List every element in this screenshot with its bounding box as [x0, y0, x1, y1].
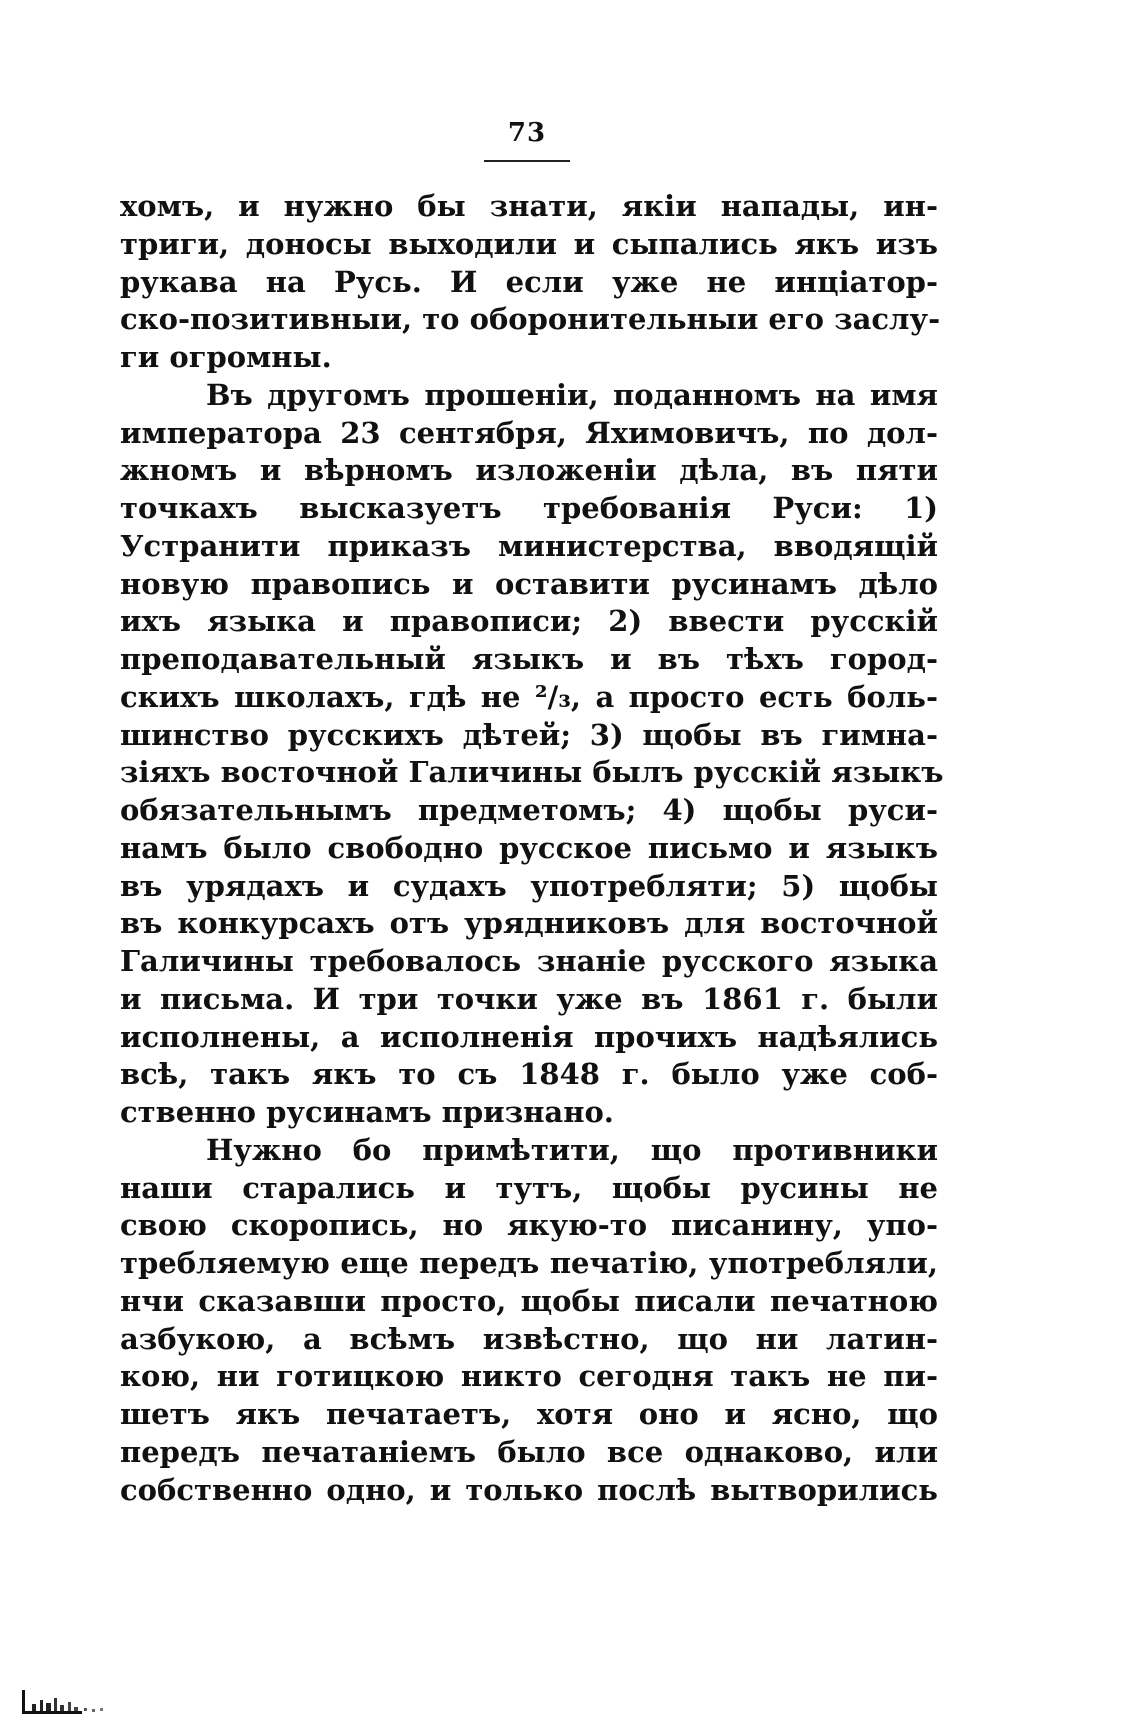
text-line: обязательнымъ предметомъ; 4) щобы руси-	[120, 793, 938, 827]
text-line: нчи сказавши просто, щобы писали печатною	[120, 1283, 938, 1318]
text-line: новую правопись и оставити русинамъ дѣло	[120, 566, 938, 601]
text-line: ственно русинамъ признано.	[120, 1095, 614, 1129]
text-line: преподавательный языкъ и въ тѣхъ город-	[120, 642, 938, 676]
scan-artifact	[18, 1690, 108, 1716]
text-line: кою, ни готицкою никто сегодня такъ не пи-	[120, 1359, 938, 1394]
text-line: наши старались и тутъ, щобы русины не	[120, 1170, 938, 1205]
text-line: зіяхъ восточной Галичины былъ русскій языкъ	[120, 755, 944, 790]
text-line: азбукою, а всѣмъ извѣстно, що ни латин-	[120, 1321, 938, 1356]
text-line: хомъ, и нужно бы знати, якіи напады, ин-	[120, 189, 938, 223]
text-line: Нужно бо примѣтити, що противники	[206, 1132, 938, 1167]
text-line: шинство русскихъ дѣтей; 3) щобы въ гимна-	[120, 717, 938, 752]
text-line: рукава на Русь. И если уже не инціатор-	[120, 264, 938, 299]
text-line: намъ было свободно русское письмо и языкъ	[120, 830, 938, 865]
text-line: передъ печатаніемъ было все однаково, или	[120, 1434, 938, 1469]
text-line: точкахъ высказуетъ требованія Руси: 1)	[120, 491, 938, 525]
text-line: въ урядахъ и судахъ употребляти; 5) щобы	[120, 868, 938, 903]
page-number: 73	[507, 118, 547, 148]
body-text	[120, 188, 944, 1509]
text-line: жномъ и вѣрномъ изложеніи дѣла, въ пяти	[120, 453, 938, 488]
text-line: Устранити приказъ министерства, вводящій	[120, 528, 938, 563]
text-line: Въ другомъ прошеніи, поданномъ на имя	[206, 377, 938, 412]
text-line: скихъ школахъ, гдѣ не ²/₃, а просто есть боль-	[120, 679, 938, 714]
text-line: ги огромны.	[120, 340, 332, 374]
text-line: требляемую еще передъ печатію, употребляли,	[120, 1246, 938, 1280]
text-line: императора 23 сентября, Яхимовичъ, по дол-	[120, 415, 938, 450]
text-line: шетъ якъ печатаетъ, хотя оно и ясно, що	[120, 1397, 938, 1431]
text-line: исполнены, а исполненія прочихъ надѣялись	[120, 1019, 938, 1054]
page-number-rule	[484, 160, 570, 162]
text-line: собственно одно, и только послѣ вытворились	[120, 1472, 938, 1507]
text-line: ско-позитивныи, то оборонительныи его заслу-	[120, 302, 941, 337]
text-line: и письма. И три точки уже въ 1861 г. были	[120, 981, 938, 1016]
text-line: въ конкурсахъ отъ урядниковъ для восточной	[120, 906, 938, 941]
text-line: триги, доносы выходили и сыпались якъ изъ	[120, 226, 938, 261]
text-line: ихъ языка и правописи; 2) ввести русскій	[120, 604, 938, 639]
text-line: свою скоропись, но якую-то писанину, упо-	[120, 1208, 938, 1243]
text-line: всѣ, такъ якъ то съ 1848 г. было уже соб-	[120, 1057, 938, 1092]
text-line: Галичины требовалось знаніе русского языка	[120, 944, 938, 978]
